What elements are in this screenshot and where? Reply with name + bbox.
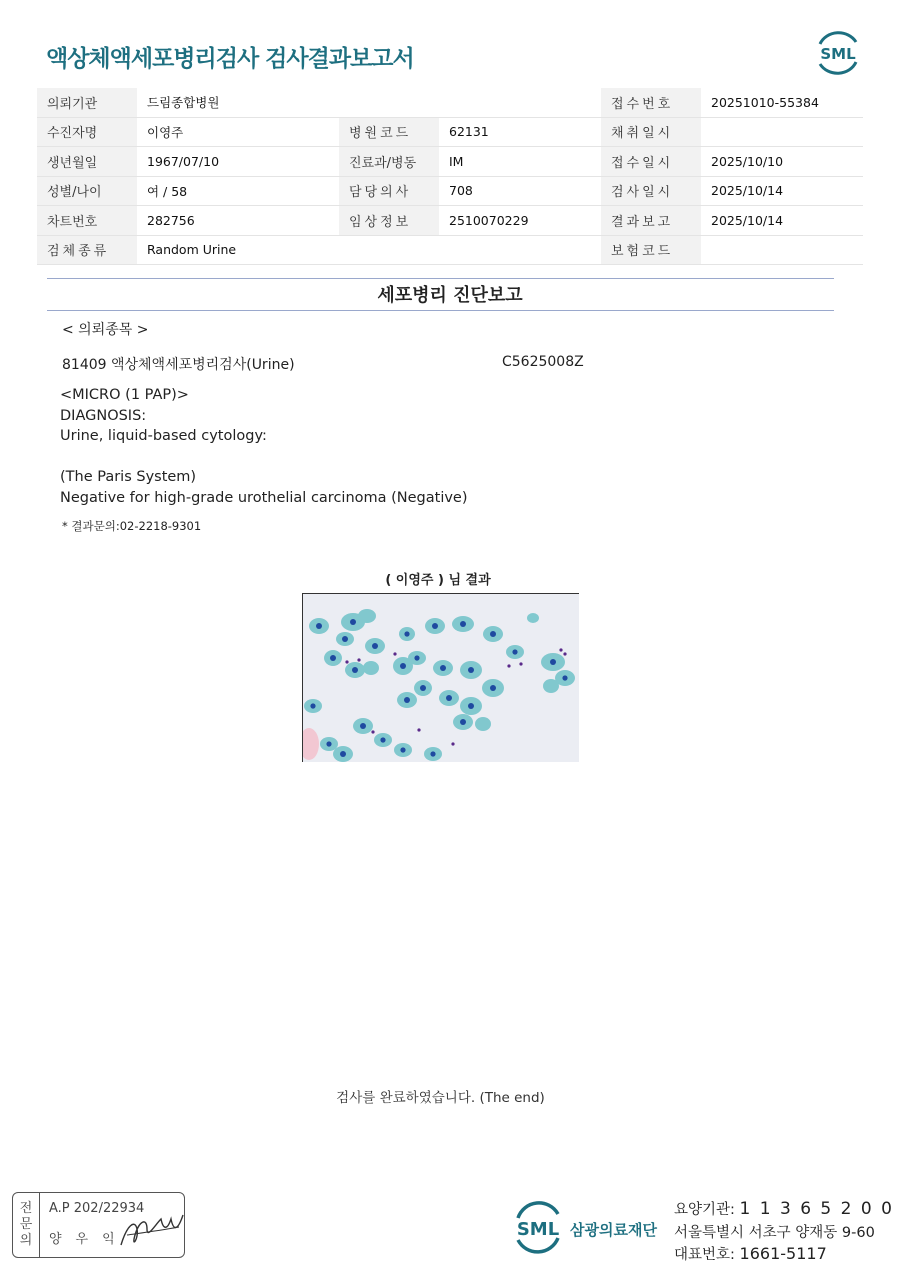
table-row	[37, 147, 863, 177]
end-text: 검사를 완료하였습니다. (The end)	[336, 1090, 545, 1106]
reported-value: 2025/10/14	[701, 206, 863, 236]
sml-logo	[812, 30, 864, 76]
diagnosis-line: DIAGNOSIS:	[60, 407, 147, 424]
doctor-value: 708	[439, 176, 601, 206]
table-row	[37, 176, 863, 206]
hospcode-value: 62131	[439, 117, 601, 147]
dob-value: 1967/07/10	[137, 147, 339, 177]
order-item: 81409 액상체액세포병리검사(Urine)	[62, 357, 295, 373]
svg-text:SML: SML	[516, 1219, 560, 1240]
svg-text:SML: SML	[820, 45, 856, 63]
diagnosis-text	[60, 385, 468, 508]
table-row	[37, 117, 863, 147]
sex-label: 성별/나이	[37, 176, 137, 206]
stamp-side-char: 의	[19, 1233, 33, 1248]
specimen-value: Random Urine	[137, 235, 601, 265]
phone	[674, 1243, 827, 1264]
order-heading: < 의뢰종목 >	[62, 322, 149, 338]
tested-value: 2025/10/14	[701, 176, 863, 206]
collect-label: 채취일시	[601, 117, 701, 147]
diagnosis-line: Urine, liquid-based cytology:	[60, 428, 267, 444]
patient-value: 이영주	[137, 117, 339, 147]
accession-value: 20251010-55384	[701, 88, 863, 117]
hospital-value: 드림종합병원	[137, 88, 601, 117]
insurance-label: 보험코드	[601, 235, 701, 265]
tested-label: 검사일시	[601, 176, 701, 206]
org-code	[674, 1198, 894, 1219]
clinical-label: 임상정보	[339, 206, 439, 236]
dob-label: 생년월일	[37, 147, 137, 177]
stamp-side-char: 전	[19, 1201, 33, 1216]
sex-value: 여 / 58	[137, 176, 339, 206]
received-label: 접수일시	[601, 147, 701, 177]
chart-value: 282756	[137, 206, 339, 236]
cytology-image	[302, 593, 579, 762]
diagnosis-line	[60, 447, 468, 468]
section-title: 세포병리 진단보고	[377, 285, 523, 306]
dept-value: IM	[439, 147, 601, 177]
foundation-name: 삼광의료재단	[570, 1221, 657, 1239]
reported-label: 결과보고	[601, 206, 701, 236]
doctor-label: 담당의사	[339, 176, 439, 206]
phone-value: 1661-5117	[739, 1244, 827, 1263]
diagnosis-line: Negative for high-grade urothelial carcinoma (Negative)	[60, 489, 468, 506]
accession-label: 접수번호	[601, 88, 701, 117]
pathologist-stamp	[12, 1192, 185, 1258]
report-title: 액상체액세포병리검사 검사결과보고서	[46, 46, 414, 72]
hospcode-label: 병원코드	[339, 117, 439, 147]
phone-label: 대표번호:	[674, 1247, 735, 1263]
clinical-value: 2510070229	[439, 206, 601, 236]
dept-label: 진료과/병동	[339, 147, 439, 177]
signature	[117, 1205, 187, 1253]
table-row	[37, 235, 863, 265]
stamp-side	[13, 1193, 40, 1257]
patient-info-table	[37, 88, 863, 265]
stamp-side-char: 문	[19, 1217, 33, 1232]
collect-value	[701, 117, 863, 147]
cytology-cells	[303, 594, 579, 762]
table-row	[37, 88, 863, 117]
diagnosis-line: (The Paris System)	[60, 469, 197, 485]
hospital-label: 의뢰기관	[37, 88, 137, 117]
sml-logo	[510, 1198, 566, 1256]
divider	[47, 310, 834, 311]
address: 서울특별시 서초구 양재동 9-60	[674, 1225, 875, 1241]
stamp-name: 양우익	[49, 1232, 129, 1247]
diagnosis-line: <MICRO (1 PAP)>	[60, 387, 189, 403]
stamp-license: A.P 202/22934	[49, 1201, 145, 1216]
divider	[47, 278, 834, 279]
org-code-value: 1 1 3 6 5 2 0 0	[739, 1199, 894, 1219]
order-code: C5625008Z	[502, 354, 584, 370]
photo-caption: ( 이영주 ) 님 결과	[385, 573, 491, 588]
received-value: 2025/10/10	[701, 147, 863, 177]
insurance-value	[701, 235, 863, 265]
chart-label: 차트번호	[37, 206, 137, 236]
specimen-label: 검체종류	[37, 235, 137, 265]
patient-label: 수진자명	[37, 117, 137, 147]
table-row	[37, 206, 863, 236]
inquiry-phone: * 결과문의:02-2218-9301	[62, 519, 202, 533]
org-code-label: 요양기관:	[674, 1202, 735, 1218]
